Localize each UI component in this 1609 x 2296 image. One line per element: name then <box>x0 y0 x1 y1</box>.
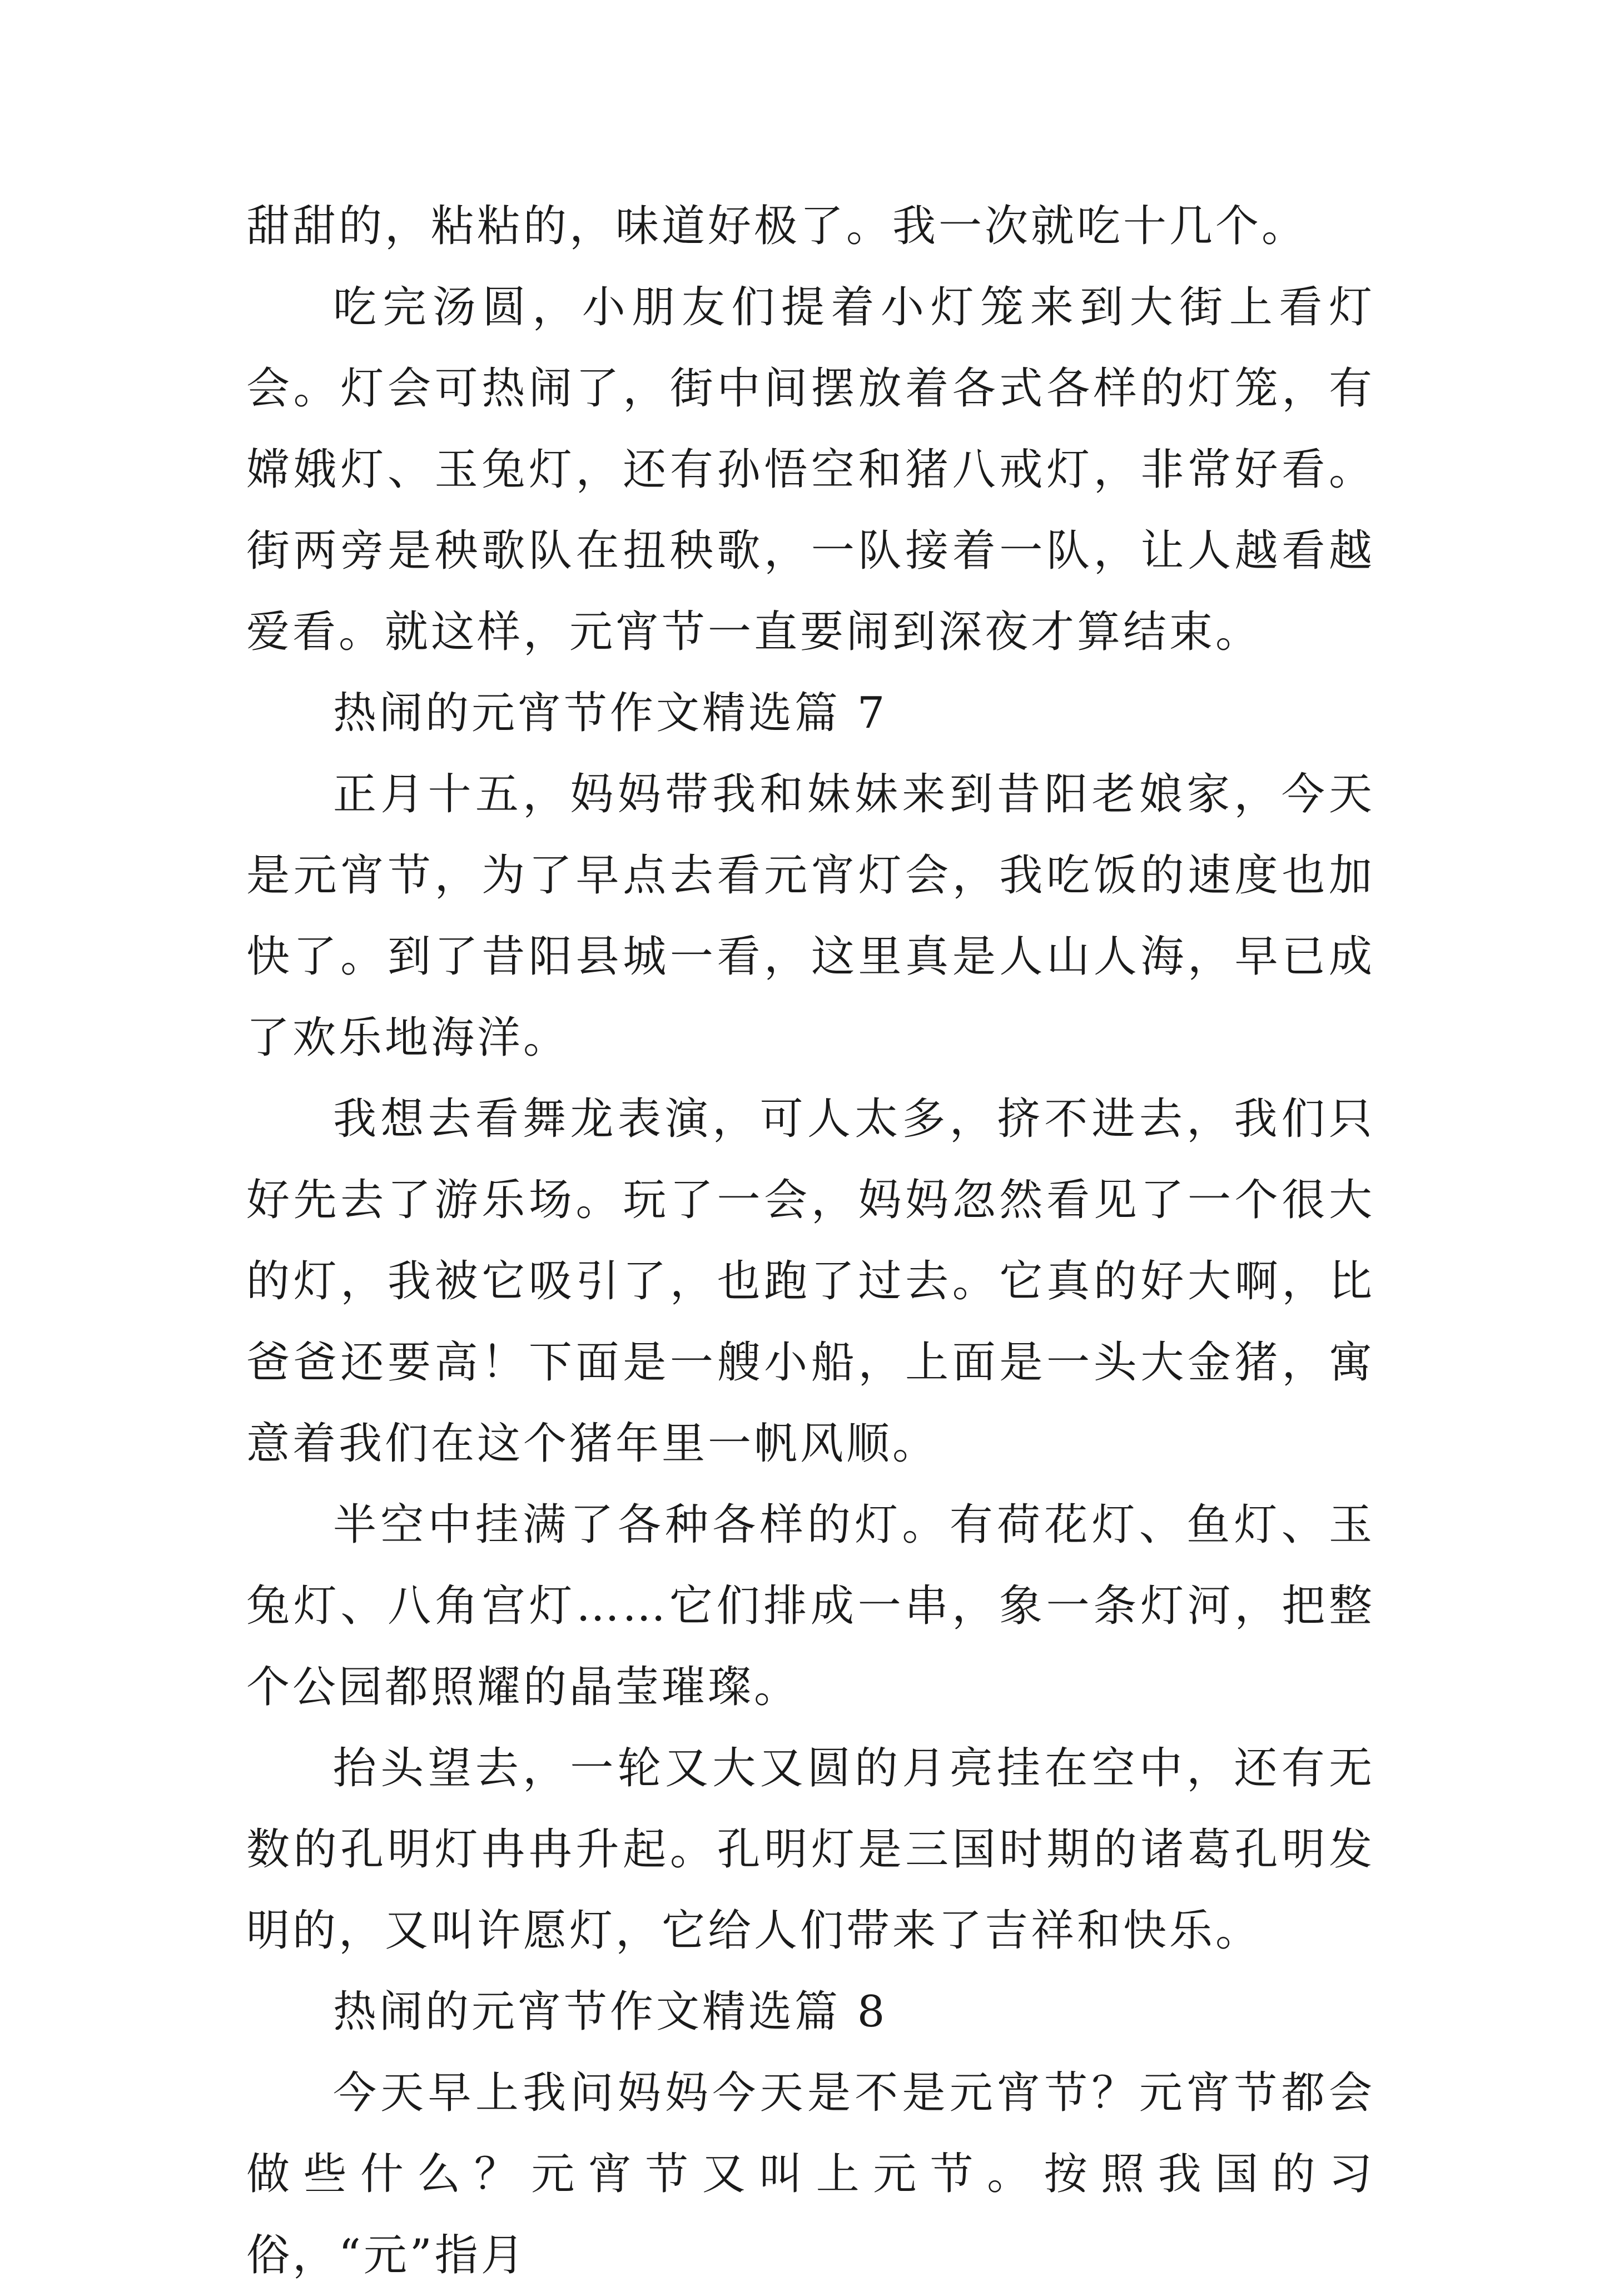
document-body <box>246 186 1375 2296</box>
paragraph-3: 正月十五，妈妈带我和妹妹来到昔阳老娘家，今天是元宵节，为了早点去看元宵灯会，我吃饭的速度也加快了。到了昔阳县城一看，这里真是人山人海，早已成了欢乐地海洋。 <box>246 769 1375 1063</box>
paragraph-4: 我想去看舞龙表演，可人太多，挤不进去，我们只好先去了游乐场。玩了一会，妈妈忽然看见了一个很大的灯，我被它吸引了，也跑了过去。它真的好大啊，比爸爸还要高！下面是一艘小船，上面是一头大金猪，寓意着我们在这个猪年里一帆风顺。 <box>246 1094 1375 1469</box>
paragraph-2: 吃完汤圆，小朋友们提着小灯笼来到大街上看灯会。灯会可热闹了，街中间摆放着各式各样的灯笼，有嫦娥灯、玉兔灯，还有孙悟空和猪八戒灯，非常好看。街两旁是秧歌队在扭秧歌，一队接着一队，让人越看越爱看。就这样，元宵节一直要闹到深夜才算结束。 <box>246 282 1375 657</box>
paragraph-7: 今天早上我问妈妈今天是不是元宵节？元宵节都会做些什么？元宵节又叫上元节。按照我国的习俗，“元”指月 <box>246 2068 1375 2280</box>
paragraph-5: 半空中挂满了各种各样的灯。有荷花灯、鱼灯、玉兔灯、八角宫灯……它们排成一串，象一条灯河，把整个公园都照耀的晶莹璀璨。 <box>246 1500 1375 1712</box>
paragraph-6: 抬头望去，一轮又大又圆的月亮挂在空中，还有无数的孔明灯冉冉升起。孔明灯是三国时期的诸葛孔明发明的，又叫许愿灯，它给人们带来了吉祥和快乐。 <box>246 1743 1375 1956</box>
section-heading-8: 热闹的元宵节作文精选篇 8 <box>333 1987 888 2037</box>
section-heading-7: 热闹的元宵节作文精选篇 7 <box>333 688 888 738</box>
paragraph-1: 甜甜的，粘粘的，味道好极了。我一次就吃十几个。 <box>246 201 1308 251</box>
